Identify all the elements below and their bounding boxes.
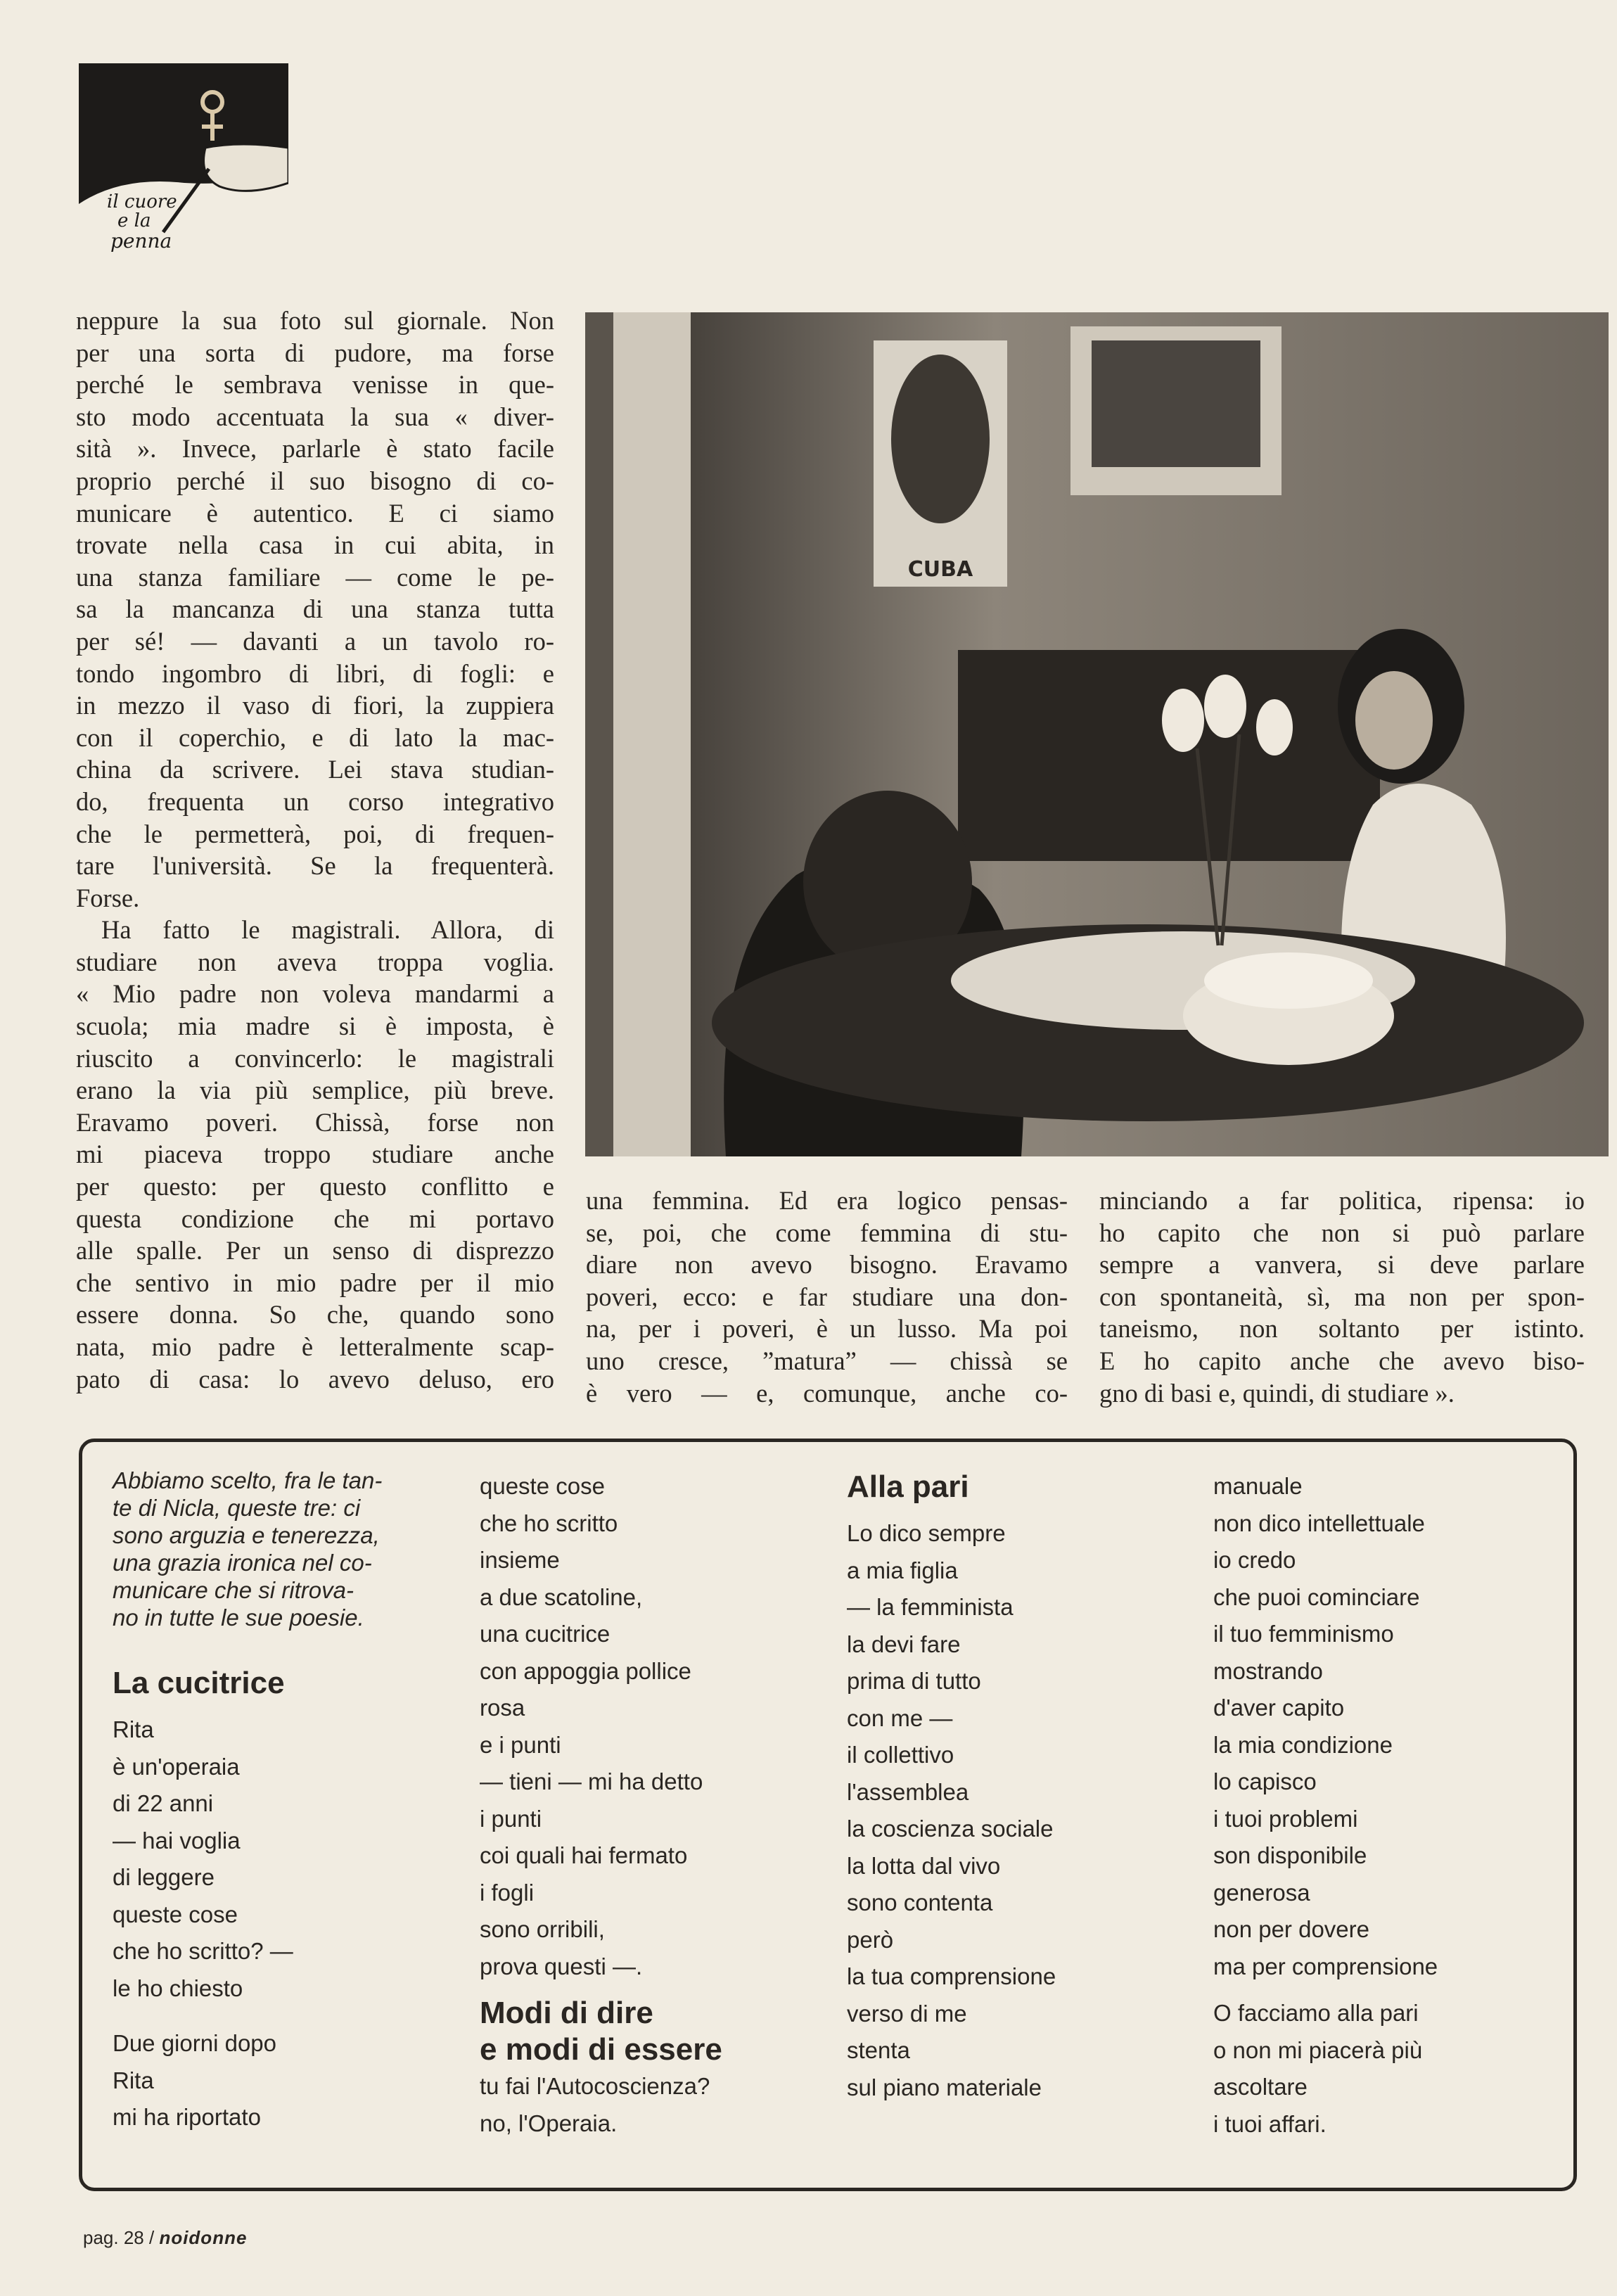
text-line: erano la via più semplice, più breve.: [76, 1076, 554, 1105]
text-line: no, l'Operaia.: [480, 2110, 618, 2136]
poem-stanza: [480, 2068, 803, 2142]
text-line: non dico intellettuale: [1213, 1510, 1425, 1536]
poems-intro: [113, 1467, 464, 1631]
text-line: mostrando: [1213, 1657, 1323, 1684]
text-line: tare l'università. Se la frequenterà.: [76, 851, 554, 881]
text-line: la mia condizione: [1213, 1731, 1393, 1758]
text-line: i punti: [480, 1805, 542, 1832]
poem-title-modi-1: Modi di dire: [480, 1996, 653, 2030]
text-line: pato di casa: lo avevo deluso, ero: [76, 1364, 554, 1393]
text-line: Rita: [113, 2067, 154, 2093]
poem-column-3: [847, 1469, 1177, 2106]
text-line: una femmina. Ed era logico pensas-: [586, 1186, 1068, 1215]
text-line: sità ». Invece, parlarle è stato facile: [76, 434, 554, 464]
text-line: con spontaneità, sì, ma non per spon-: [1099, 1282, 1585, 1311]
text-line: china da scrivere. Lei stava studian-: [76, 755, 554, 784]
text-line: verso di me: [847, 2000, 967, 2027]
text-line: a mia figlia: [847, 1557, 958, 1583]
article-paragraph: [586, 1185, 1068, 1409]
text-line: municare che si ritrova-: [113, 1577, 354, 1603]
text-line: per una sorta di pudore, ma forse: [76, 338, 554, 367]
hand-pen-female-symbol-icon: [79, 63, 288, 264]
text-line: — la femminista: [847, 1594, 1014, 1620]
text-line: la devi fare: [847, 1631, 961, 1657]
column-logo: [79, 63, 288, 264]
text-line: minciando a far politica, ripensa: io: [1099, 1186, 1585, 1215]
poem-column-2: [480, 1468, 803, 2142]
article-column-2: [586, 1185, 1068, 1409]
text-line: nata, mio padre è letteralmente scap-: [76, 1332, 554, 1361]
text-line: perché le sembrava venisse in que-: [76, 370, 554, 400]
text-line: « Mio padre non voleva mandarmi a: [76, 979, 554, 1009]
poem-title-alla-pari: Alla pari: [847, 1469, 969, 1504]
text-line: per questo: per questo conflitto e: [76, 1172, 554, 1201]
text-line: Forse.: [76, 883, 140, 912]
text-line: per sé! — davanti a un tavolo ro-: [76, 626, 554, 656]
text-line: è un'operaia: [113, 1753, 240, 1780]
poem-column-1: [113, 1467, 464, 2136]
text-line: Lo dico sempre: [847, 1520, 1006, 1546]
text-line: manuale: [1213, 1473, 1303, 1499]
text-line: poveri, ecco: e far studiare una don-: [586, 1282, 1068, 1311]
text-line: Ha fatto le magistrali. Allora, di: [101, 915, 554, 945]
text-line: i tuoi affari.: [1213, 2110, 1327, 2137]
text-line: E ho capito anche che avevo biso-: [1099, 1346, 1585, 1375]
text-line: na, per i poveri, è un lusso. Ma poi: [586, 1314, 1068, 1344]
text-line: sono contenta: [847, 1889, 993, 1915]
text-line: è vero — e, comunque, anche co-: [586, 1378, 1068, 1408]
text-line: generosa: [1213, 1879, 1310, 1906]
logo-caption-3: penna: [110, 229, 172, 253]
text-line: io credo: [1213, 1547, 1296, 1573]
text-line: ho capito che non si può parlare: [1099, 1218, 1585, 1247]
text-line: se, poi, che come femmina di stu-: [586, 1218, 1068, 1247]
text-line: tondo ingombro di libri, di fogli: e: [76, 658, 554, 688]
text-line: queste cose: [113, 1901, 238, 1927]
photo-illustration: [585, 312, 1609, 1156]
text-line: alle spalle. Per un senso di disprezzo: [76, 1236, 554, 1265]
poster-text: CUBA: [907, 557, 973, 582]
text-line: le ho chiesto: [113, 1975, 243, 2001]
text-line: neppure la sua foto sul giornale. Non: [76, 306, 554, 335]
text-line: che puoi cominciare: [1213, 1583, 1420, 1610]
logo-caption-2: e la: [117, 210, 151, 231]
text-line: i fogli: [480, 1879, 535, 1906]
text-line: lo capisco: [1213, 1768, 1317, 1794]
text-line: — hai voglia: [113, 1827, 241, 1854]
text-line: la coscienza sociale: [847, 1816, 1054, 1842]
poem-stanza: [113, 1711, 464, 2007]
article-paragraph: [76, 305, 554, 914]
poem-column-4: [1213, 1468, 1551, 2143]
text-line: il collettivo: [847, 1742, 954, 1768]
text-line: a due scatoline,: [480, 1583, 643, 1610]
text-line: te di Nicla, queste tre: ci: [113, 1495, 361, 1521]
text-line: e i punti: [480, 1731, 561, 1758]
text-line: scuola; mia madre si è imposta, è: [76, 1012, 554, 1041]
text-line: con appoggia pollice: [480, 1657, 691, 1684]
interview-photo: [585, 312, 1609, 1156]
text-line: trovate nella casa in cui abita, in: [76, 530, 554, 560]
text-line: sono arguzia e tenerezza,: [113, 1522, 380, 1548]
text-line: coi quali hai fermato: [480, 1842, 688, 1868]
text-line: non per dovere: [1213, 1916, 1369, 1942]
text-line: studiare non aveva troppa voglia.: [76, 947, 554, 976]
text-line: proprio perché il suo bisogno di co-: [76, 466, 554, 495]
poem-stanza: [480, 1468, 803, 1985]
page-footer: [83, 2227, 247, 2249]
text-line: in mezzo il vaso di fiori, la zuppiera: [76, 691, 554, 720]
logo-caption-1: il cuore: [107, 191, 177, 212]
text-line: riuscito a convincerlo: le magistrali: [76, 1043, 554, 1073]
text-line: però: [847, 1926, 894, 1953]
poem-title-modi-2: e modi di essere: [480, 2032, 722, 2067]
text-line: sul piano materiale: [847, 2074, 1042, 2100]
text-line: do, frequenta un corso integrativo: [76, 786, 554, 816]
text-line: no in tutte le sue poesie.: [113, 1605, 364, 1631]
text-line: questa condizione che mi portavo: [76, 1204, 554, 1233]
text-line: mi ha riportato: [113, 2104, 261, 2130]
text-line: prima di tutto: [847, 1668, 981, 1694]
text-line: Due giorni dopo: [113, 2030, 276, 2056]
text-line: mi piaceva troppo studiare anche: [76, 1140, 554, 1169]
text-line: essere donna. So che, quando sono: [76, 1300, 554, 1329]
text-line: i tuoi problemi: [1213, 1805, 1358, 1832]
text-line: la lotta dal vivo: [847, 1852, 1001, 1879]
text-line: che sentivo in mio padre per il mio: [76, 1268, 554, 1297]
text-line: ma per comprensione: [1213, 1953, 1438, 1979]
text-line: Eravamo poveri. Chissà, forse non: [76, 1107, 554, 1137]
poem-stanza: [1213, 1995, 1551, 2143]
text-line: d'aver capito: [1213, 1695, 1345, 1721]
text-line: — tieni — mi ha detto: [480, 1768, 703, 1794]
article-paragraph: [76, 914, 554, 1395]
text-line: municare è autentico. E ci siamo: [76, 498, 554, 528]
text-line: che le permetterà, poi, di frequen-: [76, 819, 554, 848]
text-line: rosa: [480, 1695, 525, 1721]
text-line: di 22 anni: [113, 1790, 214, 1816]
text-line: sa la mancanza di una stanza tutta: [76, 594, 554, 624]
poem-stanza: [1213, 1468, 1551, 1985]
text-line: insieme: [480, 1547, 560, 1573]
magazine-name: noidonne: [159, 2227, 248, 2248]
text-line: tu fai l'Autocoscienza?: [480, 2073, 710, 2099]
article-paragraph: [1099, 1185, 1585, 1409]
text-line: o non mi piacerà più: [1213, 2036, 1423, 2063]
text-line: l'assemblea: [847, 1778, 969, 1805]
text-line: sto modo accentuata la sua « diver-: [76, 402, 554, 431]
text-line: di leggere: [113, 1864, 215, 1890]
text-line: stenta: [847, 2037, 910, 2063]
text-line: gno di basi e, quindi, di studiare ».: [1099, 1378, 1455, 1408]
text-line: prova questi —.: [480, 1953, 643, 1979]
article-column-3: [1099, 1185, 1585, 1409]
text-line: sempre a vanvera, si deve parlare: [1099, 1250, 1585, 1280]
text-line: una stanza familiare — come le pe-: [76, 562, 554, 592]
poem-stanza: [847, 1515, 1177, 2106]
text-line: Abbiamo scelto, fra le tan-: [113, 1467, 383, 1493]
text-line: son disponibile: [1213, 1842, 1367, 1868]
text-line: O facciamo alla pari: [1213, 2000, 1419, 2026]
text-line: Rita: [113, 1716, 154, 1742]
text-line: una grazia ironica nel co-: [113, 1550, 372, 1576]
text-line: queste cose: [480, 1473, 605, 1499]
text-line: che ho scritto? —: [113, 1938, 293, 1964]
text-line: uno cresce, ”matura” — chissà se: [586, 1346, 1068, 1375]
text-line: il tuo femminismo: [1213, 1621, 1394, 1647]
poem-stanza: [113, 2025, 464, 2136]
article-column-1: [76, 305, 554, 1395]
text-line: la tua comprensione: [847, 1963, 1056, 1989]
page-number: pag. 28 /: [83, 2227, 155, 2248]
text-line: con il coperchio, e di lato la mac-: [76, 722, 554, 752]
text-line: con me —: [847, 1704, 953, 1731]
text-line: diare non avevo bisogno. Eravamo: [586, 1250, 1068, 1280]
text-line: ascoltare: [1213, 2074, 1308, 2100]
text-line: che ho scritto: [480, 1510, 618, 1536]
text-line: una cucitrice: [480, 1621, 611, 1647]
text-line: taneismo, non soltanto per istinto.: [1099, 1314, 1585, 1344]
poem-title-cucitrice: La cucitrice: [113, 1666, 285, 1700]
text-line: sono orribili,: [480, 1916, 605, 1942]
